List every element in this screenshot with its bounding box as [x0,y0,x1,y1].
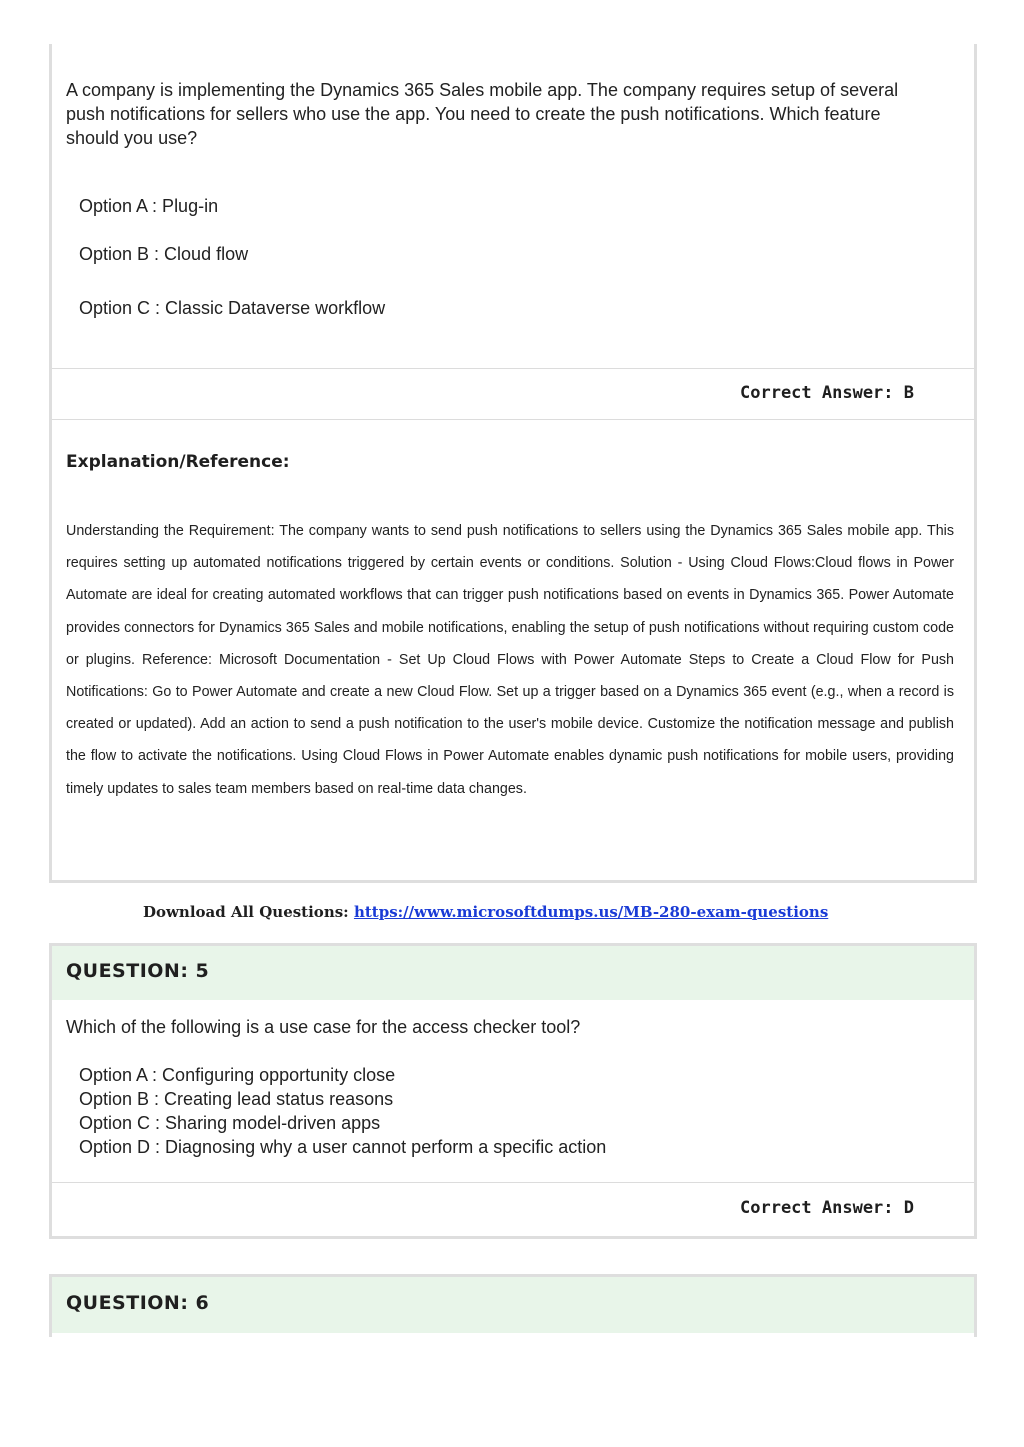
question-4-option-a: Option A : Plug-in [79,196,219,216]
question-5-option-b: Option B : Creating lead status reasons [79,1089,394,1109]
question-4-correct-answer: Correct Answer: B [740,383,914,403]
question-4-text: A company is implementing the Dynamics 365 Sales mobile app. The company requires setup of several push notifications for sellers who use the app. You need to create the push notifications. Which feature should you use? [66,80,899,148]
download-link[interactable]: https://www.microsoftdumps.us/MB-280-exam-questions [353,903,829,921]
question-6-header [52,1277,974,1333]
question-4-answer-row [52,368,974,420]
download-line [143,903,828,921]
question-5-card [49,943,977,1239]
question-5-answer-row [52,1182,974,1237]
question-6-title: QUESTION: 6 [66,1292,210,1314]
question-5-option-c: Option C : Sharing model-driven apps [79,1113,381,1133]
question-5-correct-answer: Correct Answer: D [740,1198,914,1218]
question-4-option-c: Option C : Classic Dataverse workflow [79,298,386,318]
question-5-option-a: Option A : Configuring opportunity close [79,1065,396,1085]
question-5-title: QUESTION: 5 [66,960,210,982]
question-4-card [49,44,977,883]
question-5-option-d: Option D : Diagnosing why a user cannot perform a specific action [79,1137,607,1157]
question-6-card [49,1274,977,1337]
download-label: Download All Questions: [143,903,349,921]
explanation-title: Explanation/Reference: [66,452,290,472]
question-5-header [52,946,974,1000]
explanation-body: Understanding the Requirement: The company wants to send push notifications to sellers using the Dynamics 365 Sales mobile app. This requires setting up automated notifications triggered by certain events or conditions. Solution - Using Cloud Flows:Cloud flows in Power Automate are ideal for creating automated workflows that can trigger push notifications based on events in Dynamics 365. Power Automate provides connectors for Dynamics 365 Sales and mobile notifications, enabling the setup of push notifications without requiring custom code or plugins. Reference: Microsoft Documentation - Set Up Cloud Flows with Power Automate Steps to Create a Cloud Flow for Push Notifications: Go to Power Automate and create a new Cloud Flow. Set up a trigger based on a Dynamics 365 event (e.g., when a record is created or updated). Add an action to send a push notification to the user's mobile device. Customize the notification message and publish the flow to activate the notifications. Using Cloud Flows in Power Automate enables dynamic push notifications for mobile users, providing timely updates to sales team members based on real-time data changes. [66,523,954,797]
question-4-option-b: Option B : Cloud flow [79,244,249,264]
question-5-text: Which of the following is a use case for the access checker tool? [66,1017,581,1037]
